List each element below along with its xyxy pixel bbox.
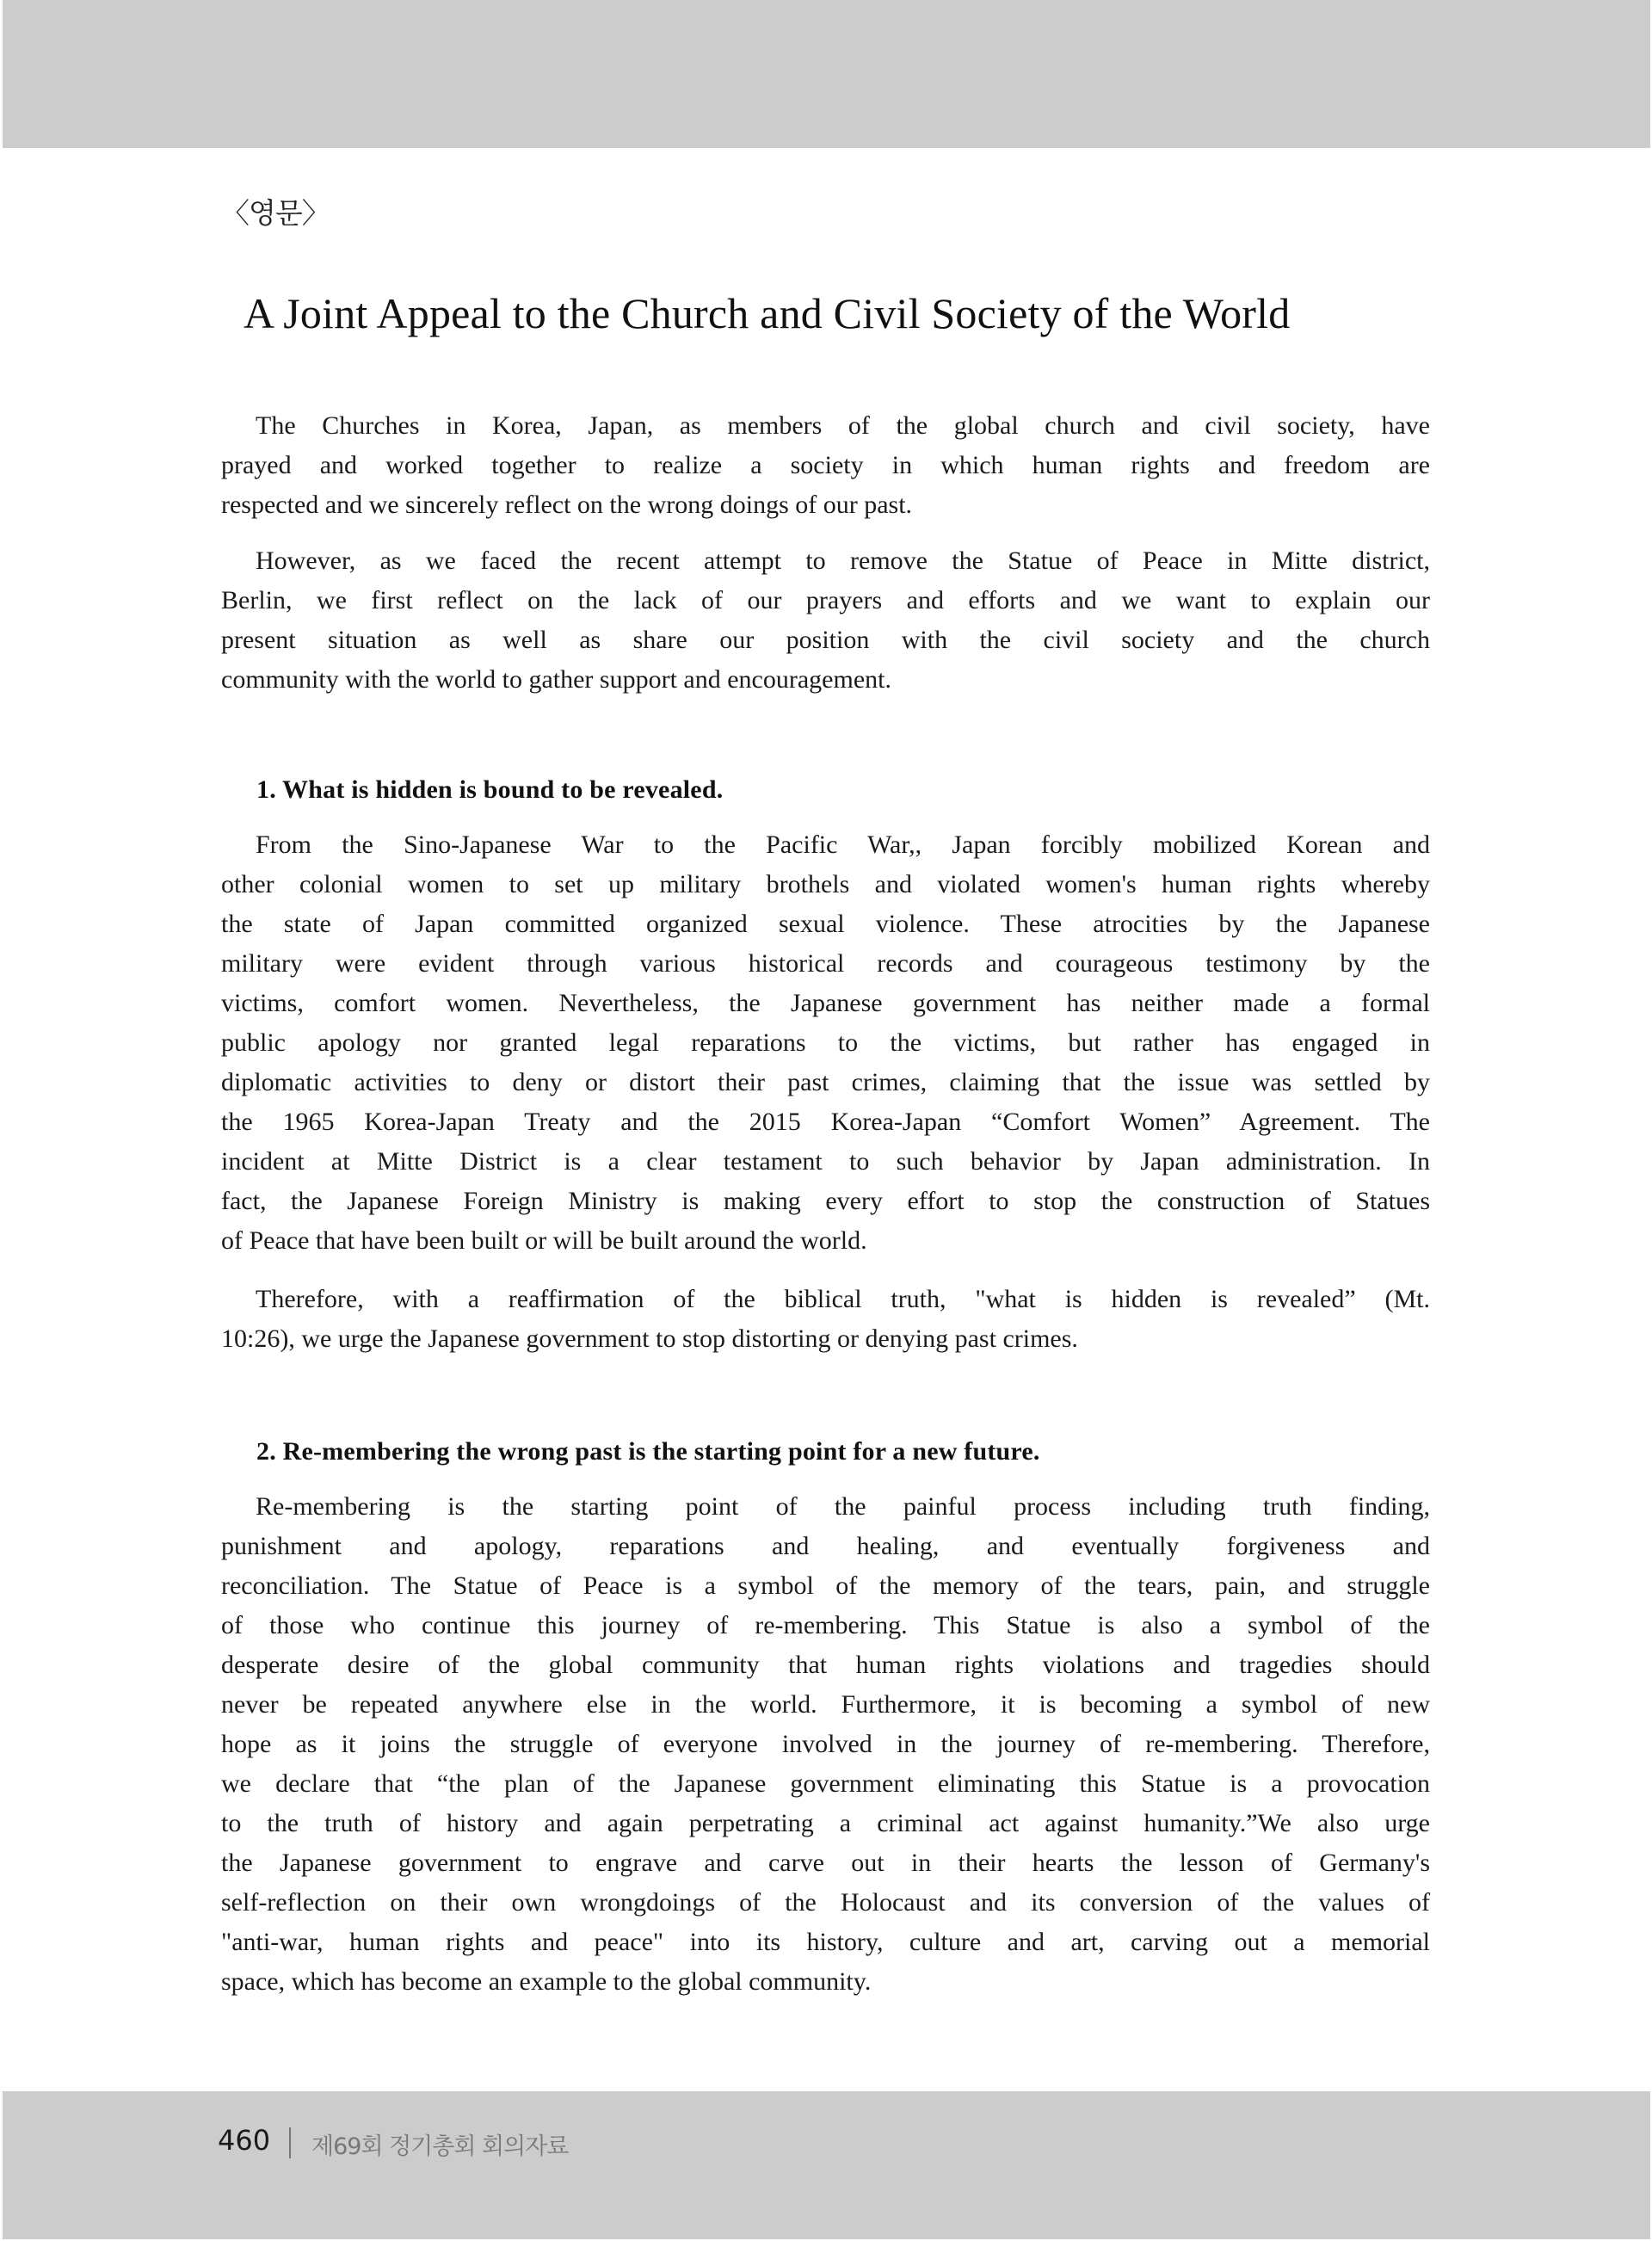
text-line: space, which has become an example to the global community. — [221, 1967, 872, 1996]
footer-divider — [289, 2127, 291, 2158]
text-line: "anti-war, human rights and peace" into its history, culture and art, carving out a memorial — [221, 1928, 1430, 1956]
text-line: punishment and apology, reparations and healing, and eventually forgiveness and — [221, 1532, 1430, 1560]
text-line: Re-membering is the starting point of the painful process including truth finding, — [256, 1492, 1430, 1521]
section-heading-1: 1. What is hidden is bound to be revealed. — [256, 775, 724, 804]
text-line: present situation as well as share our position with the civil society and the church — [221, 626, 1430, 654]
text-line: reconciliation. The Statue of Peace is a symbol of the memory of the tears, pain, and struggle — [221, 1571, 1430, 1600]
text-line: to the truth of history and again perpetrating a criminal act against humanity.”We also urge — [221, 1809, 1430, 1837]
text-line: desperate desire of the global community that human rights violations and tragedies should — [221, 1651, 1430, 1679]
section-heading-2: 2. Re-membering the wrong past is the starting point for a new future. — [256, 1437, 1040, 1466]
text-line: military were evident through various historical records and courageous testimony by the — [221, 949, 1430, 978]
publication-title: 제69회 정기총회 회의자료 — [311, 2133, 569, 2160]
text-line: we declare that “the plan of the Japanese government eliminating this Statue is a provocation — [221, 1769, 1430, 1798]
text-line: other colonial women to set up military brothels and violated women's human rights whereby — [221, 870, 1430, 898]
text-line: of those who continue this journey of re-membering. This Statue is also a symbol of the — [221, 1611, 1430, 1639]
text-line: diplomatic activities to deny or distort their past crimes, claiming that the issue was settled by — [221, 1068, 1430, 1096]
text-line: public apology nor granted legal reparations to the victims, but rather has engaged in — [221, 1028, 1430, 1057]
english-version-label: 〈영문〉 — [221, 196, 330, 230]
text-line: the Japanese government to engrave and carve out in their hearts the lesson of Germany's — [221, 1849, 1430, 1877]
text-line: community with the world to gather support and encouragement. — [221, 665, 891, 694]
text-line: the state of Japan committed organized sexual violence. These atrocities by the Japanese — [221, 910, 1430, 938]
text-line: victims, comfort women. Nevertheless, the Japanese government has neither made a formal — [221, 989, 1430, 1017]
text-line: The Churches in Korea, Japan, as members of the global church and civil society, have — [256, 411, 1430, 440]
text-line: Berlin, we first reflect on the lack of our prayers and efforts and we want to explain our — [221, 586, 1430, 614]
text-line: never be repeated anywhere else in the world. Furthermore, it is becoming a symbol of new — [221, 1690, 1430, 1719]
text-line: of Peace that have been built or will be built around the world. — [221, 1226, 867, 1255]
text-line: From the Sino-Japanese War to the Pacific War,, Japan forcibly mobilized Korean and — [256, 830, 1430, 859]
text-line: prayed and worked together to realize a society in which human rights and freedom are — [221, 451, 1430, 479]
text-line: hope as it joins the struggle of everyone involved in the journey of re-membering. Therefore, — [221, 1730, 1430, 1758]
footer-band — [3, 2091, 1650, 2239]
text-line: 10:26), we urge the Japanese government to stop distorting or denying past crimes. — [221, 1324, 1078, 1353]
text-line: Therefore, with a reaffirmation of the biblical truth, "what is hidden is revealed” (Mt. — [256, 1285, 1430, 1313]
text-line: respected and we sincerely reflect on the wrong doings of our past. — [221, 491, 913, 519]
text-line: the 1965 Korea-Japan Treaty and the 2015 Korea-Japan “Comfort Women” Agreement. The — [221, 1108, 1430, 1136]
text-line: self-reflection on their own wrongdoings of the Holocaust and its conversion of the values of — [221, 1888, 1430, 1917]
text-line: However, as we faced the recent attempt to remove the Statue of Peace in Mitte district, — [256, 546, 1430, 575]
document-title: A Joint Appeal to the Church and Civil Society of the World — [243, 289, 1291, 337]
header-band — [3, 0, 1650, 148]
page-number: 460 — [218, 2124, 271, 2157]
text-line: incident at Mitte District is a clear testament to such behavior by Japan administration. In — [221, 1147, 1430, 1176]
text-line: fact, the Japanese Foreign Ministry is making every effort to stop the construction of Statues — [221, 1187, 1430, 1215]
